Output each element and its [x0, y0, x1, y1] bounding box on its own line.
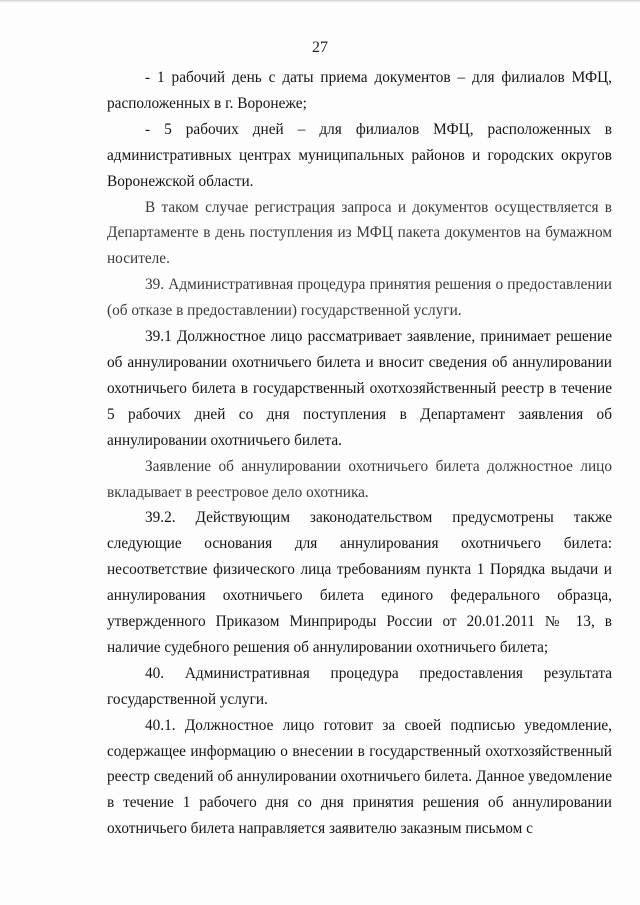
document-body: [107, 65, 612, 842]
paragraph-section-40: 40. Административная процедура предоставления результата государственной услуги.: [107, 664, 612, 708]
page-number: 27: [312, 39, 328, 56]
paragraph-deadline-districts: - 5 рабочих дней – для филиалов МФЦ, расположенных в административных центрах муниципальных районов и городских округов Воронежской области.: [107, 120, 612, 190]
paragraph-section-39-1: 39.1 Должностное лицо рассматривает заявление, принимает решение об аннулировании охотничьего билета и вносит сведения об аннулировании охотничьего билета в государственный охотхозяйственный реестр в течение 5 рабочих дней со дня поступления в Департамент заявления об аннулировании охотничьего билета.: [107, 328, 612, 449]
paragraph-registry-file: Заявление об аннулировании охотничьего билета должностное лицо вкладывает в реестровое дело охотника.: [107, 457, 612, 501]
paragraph-section-39: 39. Административная процедура принятия решения о предоставлении (об отказе в предоставлении) государственной услуги.: [107, 276, 612, 320]
paragraph-section-39-2: 39.2. Действующим законодательством предусмотрены также следующие основания для аннулирования охотничьего билета: несоответствие физического лица требованиям пункта 1 Порядка выдачи и аннулирования охотничьего билета единого федерального образца, утвержденного Приказом Минприроды России от 20.01.2011 № 13, в наличие судебного решения об аннулировании охотничьего билета;: [107, 509, 612, 656]
paragraph-section-40-1: 40.1. Должностное лицо готовит за своей подписью уведомление, содержащее информацию о внесении в государственный охотхозяйственный реестр сведений об аннулировании охотничьего билета. Данное уведомление в течение 1 рабочего дня со дня принятия решения об аннулировании охотничьего билета направляется заявителю заказным письмом с: [107, 716, 612, 838]
paragraph-deadline-voronezh: - 1 рабочий день с даты приема документов – для филиалов МФЦ, расположенных в г. Воронеже;: [107, 69, 612, 112]
scan-edge: [0, 1, 640, 4]
paragraph-registration: В таком случае регистрация запроса и документов осуществляется в Департаменте в день поступления из МФЦ пакета документов на бумажном носителе.: [107, 198, 612, 268]
